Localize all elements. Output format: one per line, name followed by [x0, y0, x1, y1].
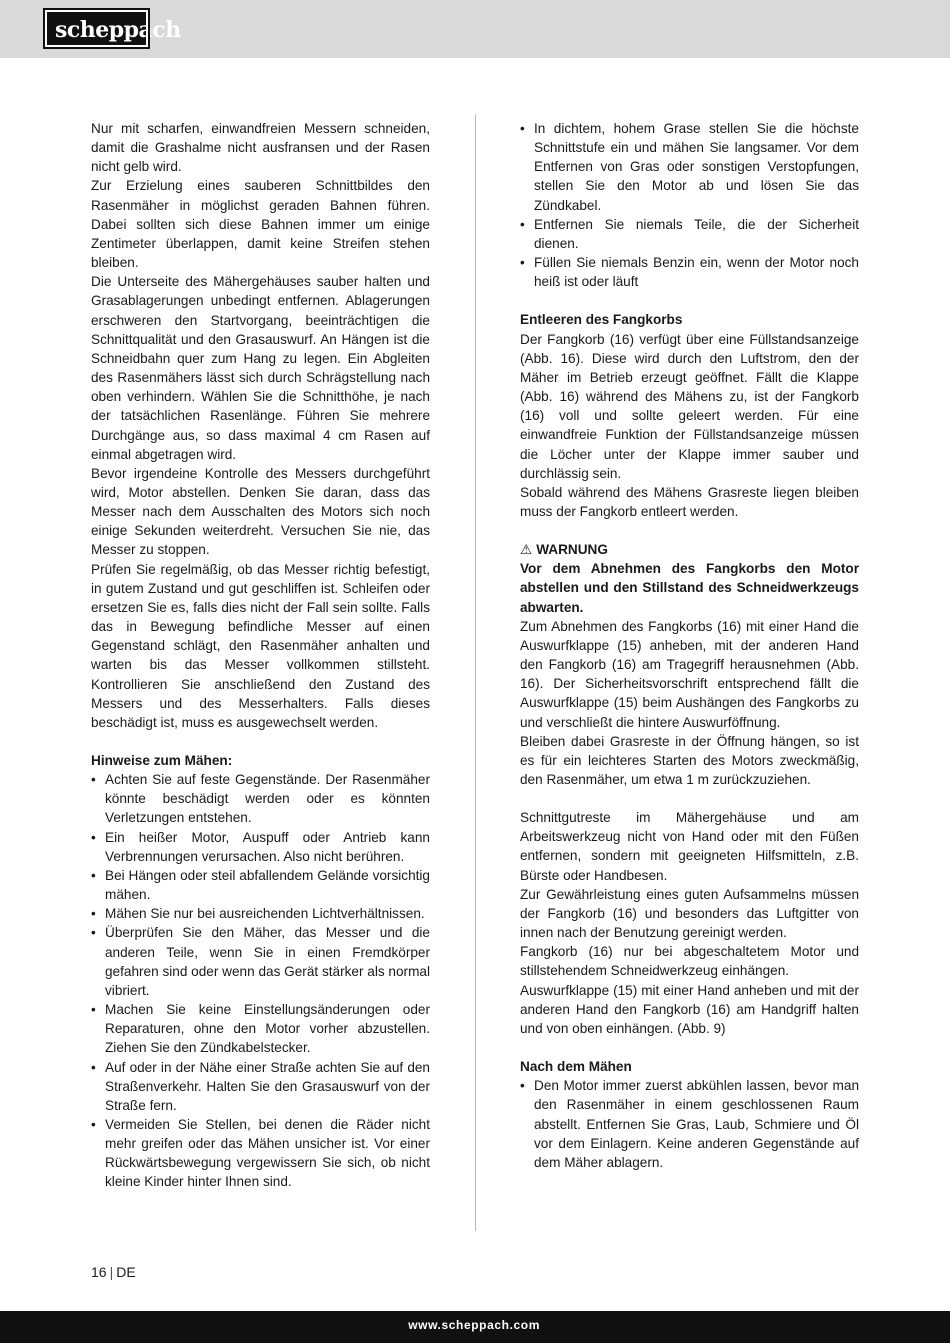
paragraph-housing-clean: Die Unterseite des Mähergehäuses sauber halten und Grasablagerungen unbedingt entfernen. Ablagerungen erschweren den Startvorgang, beeinträchtigen die Schnittqualität und den Grasauswurf. An Hängen ist die Schneidbahn quer zum Hang zu legen. Ein Abgleiten des Rasenmähers lässt sich durch Schrägstellung nach oben verhindern. Wählen Sie die Schnitthöhe, je nach der tatsächlichen Rasenlänge. Führen Sie mehrere Durchgänge aus, so dass maximal 4 cm Rasen auf einmal abgetragen wird.: [91, 274, 430, 462]
after-mowing-list: [520, 1076, 859, 1172]
warning-triangle-icon: ⚠: [520, 542, 533, 558]
spacer: [520, 1038, 859, 1057]
list-item: • Auf oder in der Nähe einer Straße achten Sie auf den Straßenverkehr. Halten Sie den Grasauswurf von der Straße fern.: [91, 1058, 430, 1115]
page-number-separator: |: [109, 1264, 114, 1280]
spacer: [520, 291, 859, 310]
list-item: • Entfernen Sie niemals Teile, die der Sicherheit dienen.: [520, 215, 859, 253]
column-divider: [475, 114, 476, 1231]
list-item: • Den Motor immer zuerst abkühlen lassen, bevor man den Rasenmäher in einem geschlossenen Raum abstellt. Entfernen Sie Gras, Laub, Schmiere und Öl vor dem Einlagern. Keine anderen Gegenstände auf dem Mäher ablagern.: [520, 1076, 859, 1172]
right-column: [520, 119, 859, 1172]
paragraph-sharp-blades: Nur mit scharfen, einwandfreien Messern schneiden, damit die Grashalme nicht ausfransen und der Rasen nicht gelb wird.: [91, 121, 430, 175]
spacer: [520, 789, 859, 808]
footer-band: [0, 1311, 950, 1343]
list-item: • Füllen Sie niemals Benzin ein, wenn der Motor noch heiß ist oder läuft: [520, 253, 859, 291]
warning-title: [520, 540, 859, 559]
language-code: DE: [116, 1264, 136, 1280]
paragraph-empty-when: Sobald während des Mähens Grasreste liegen bleiben muss der Fangkorb entleert werden.: [520, 484, 859, 519]
paragraph-attach-catcher: Fangkorb (16) nur bei abgeschaltetem Motor und stillstehendem Schneidwerkzeug einhängen.: [520, 944, 859, 979]
spacer: [91, 732, 430, 751]
warning-label: WARNUNG: [536, 542, 608, 558]
paragraph-grass-residue: Bleiben dabei Grasreste in der Öffnung hängen, so ist es für ein leichteres Starten des Motors zweckmäßig, den Rasenmäher, um etwa 1 m zurückzuziehen.: [520, 733, 859, 787]
top-bullets-list: [520, 119, 859, 291]
paragraph-discharge-flap: Auswurfklappe (15) mit einer Hand anheben und mit der anderen Hand den Fangkorb (16) am Handgriff halten und von oben einhängen. (Abb. 9): [520, 982, 859, 1036]
list-item: • Mähen Sie nur bei ausreichenden Lichtverhältnissen.: [91, 904, 430, 923]
paragraph-remove-catcher: Zum Abnehmen des Fangkorbs (16) mit einer Hand die Auswurfklappe (15) anheben, mit der anderen Hand den Fangkorb (16) am Tragegriff herausnehmen (Abb. 16). Der Sicherheitsvorschrift entsprechend fällt die Auswurfklappe (15) beim Aushängen des Fangkorbs zu und verschließt die hintere Auswurföffnung.: [520, 618, 859, 730]
list-item: • Vermeiden Sie Stellen, bei denen die Räder nicht mehr greifen oder das Mähen unsicher ist. Vor einer Rückwärtsbewegung vergewissern Sie sich, ob nicht kleine Kinder hinter Ihnen sind.: [91, 1115, 430, 1192]
list-item: • Achten Sie auf feste Gegenstände. Der Rasenmäher könnte beschädigt werden oder es könnten Verletzungen entstehen.: [91, 770, 430, 827]
list-item: • Bei Hängen oder steil abfallendem Gelände vorsichtig mähen.: [91, 866, 430, 904]
page-number: [91, 1264, 136, 1280]
list-item: • Machen Sie keine Einstellungsänderungen oder Reparaturen, ohne den Motor vorher abzustellen. Ziehen Sie den Zündkabelstecker.: [91, 1000, 430, 1057]
paragraph-clean-grille: Zur Gewährleistung eines guten Aufsammelns müssen der Fangkorb (16) und besonders das Luftgitter von innen nach der Benutzung gereinigt werden.: [520, 886, 859, 941]
hints-list: [91, 770, 430, 1191]
header-band: [0, 0, 950, 58]
list-item: • Ein heißer Motor, Auspuff oder Antrieb kann Verbrennungen verursachen. Also nicht berühren.: [91, 828, 430, 866]
paragraph-straight-lanes: Zur Erzielung eines sauberen Schnittbildes den Rasenmäher in möglichst geraden Bahnen führen. Dabei sollten sich diese Bahnen immer um einige Zentimeter überlappen, damit keine Streifen stehen bleiben.: [91, 178, 430, 271]
left-column: [91, 119, 430, 1192]
paragraph-blade-inspect: Prüfen Sie regelmäßig, ob das Messer richtig befestigt, in gutem Zustand und gut geschliffen ist. Schleifen oder ersetzen Sie es, falls dies nicht der Fall sein sollte. Falls das in Bewegung befindliche Messer auf einen Gegenstand schlägt, den Rasenmäher anhalten und warten bis das Messer vollkommen stillsteht. Kontrollieren Sie anschließend den Zustand des Messers und des Messerhalters. Falls dieses beschädigt ist, muss es ausgewechselt werden.: [91, 561, 430, 730]
website-url: www.scheppach.com: [408, 1318, 540, 1332]
after-mowing-heading: Nach dem Mähen: [520, 1059, 632, 1075]
scheppach-logo: scheppach: [45, 10, 148, 47]
spacer: [520, 521, 859, 540]
paragraph-fill-indicator: Der Fangkorb (16) verfügt über eine Füllstandsanzeige (Abb. 16). Diese wird durch den Luftstrom, den der Mäher im Betrieb erzeugt geöffnet. Fällt die Klappe (Abb. 16) während des Mähens zu, ist der Fangkorb (16) voll und sollte geleert werden. Für eine einwandfreie Funktion der Füllstandsanzeige müssen die Löcher unter der Klappe immer sauber und durchlässig sein.: [520, 331, 859, 481]
warning-text: Vor dem Abnehmen des Fangkorbs den Motor abstellen und den Stillstand des Schneidwerkzeugs abwarten.: [520, 561, 859, 615]
hints-heading: Hinweise zum Mähen:: [91, 753, 233, 768]
list-item: • In dichtem, hohem Grase stellen Sie die höchste Schnittstufe ein und mähen Sie langsamer. Vor dem Entfernen von Gras oder sonstigen Verstopfungen, stellen Sie den Motor ab und lösen Sie das Zündkabel.: [520, 119, 859, 215]
paragraph-blade-check: Bevor irgendeine Kontrolle des Messers durchgeführt wird, Motor abstellen. Denken Sie daran, dass das Messer nach dem Ausschalten des Motors sich noch einige Sekunden weiterdreht. Versuchen Sie nie, das Messer zu stoppen.: [91, 465, 430, 558]
page-number-value: 16: [91, 1264, 107, 1280]
list-item: • Überprüfen Sie den Mäher, das Messer und die anderen Teile, wenn Sie in einen Fremdkörper gefahren sind oder wenn das Gerät stärker als normal vibriert.: [91, 923, 430, 1000]
paragraph-clippings: Schnittgutreste im Mähergehäuse und am Arbeitswerkzeug nicht von Hand oder mit den Füßen entfernen, sondern mit geeigneten Hilfsmitteln, z.B. Bürste oder Handbesen.: [520, 810, 859, 883]
empty-catcher-heading: Entleeren des Fangkorbs: [520, 312, 683, 328]
